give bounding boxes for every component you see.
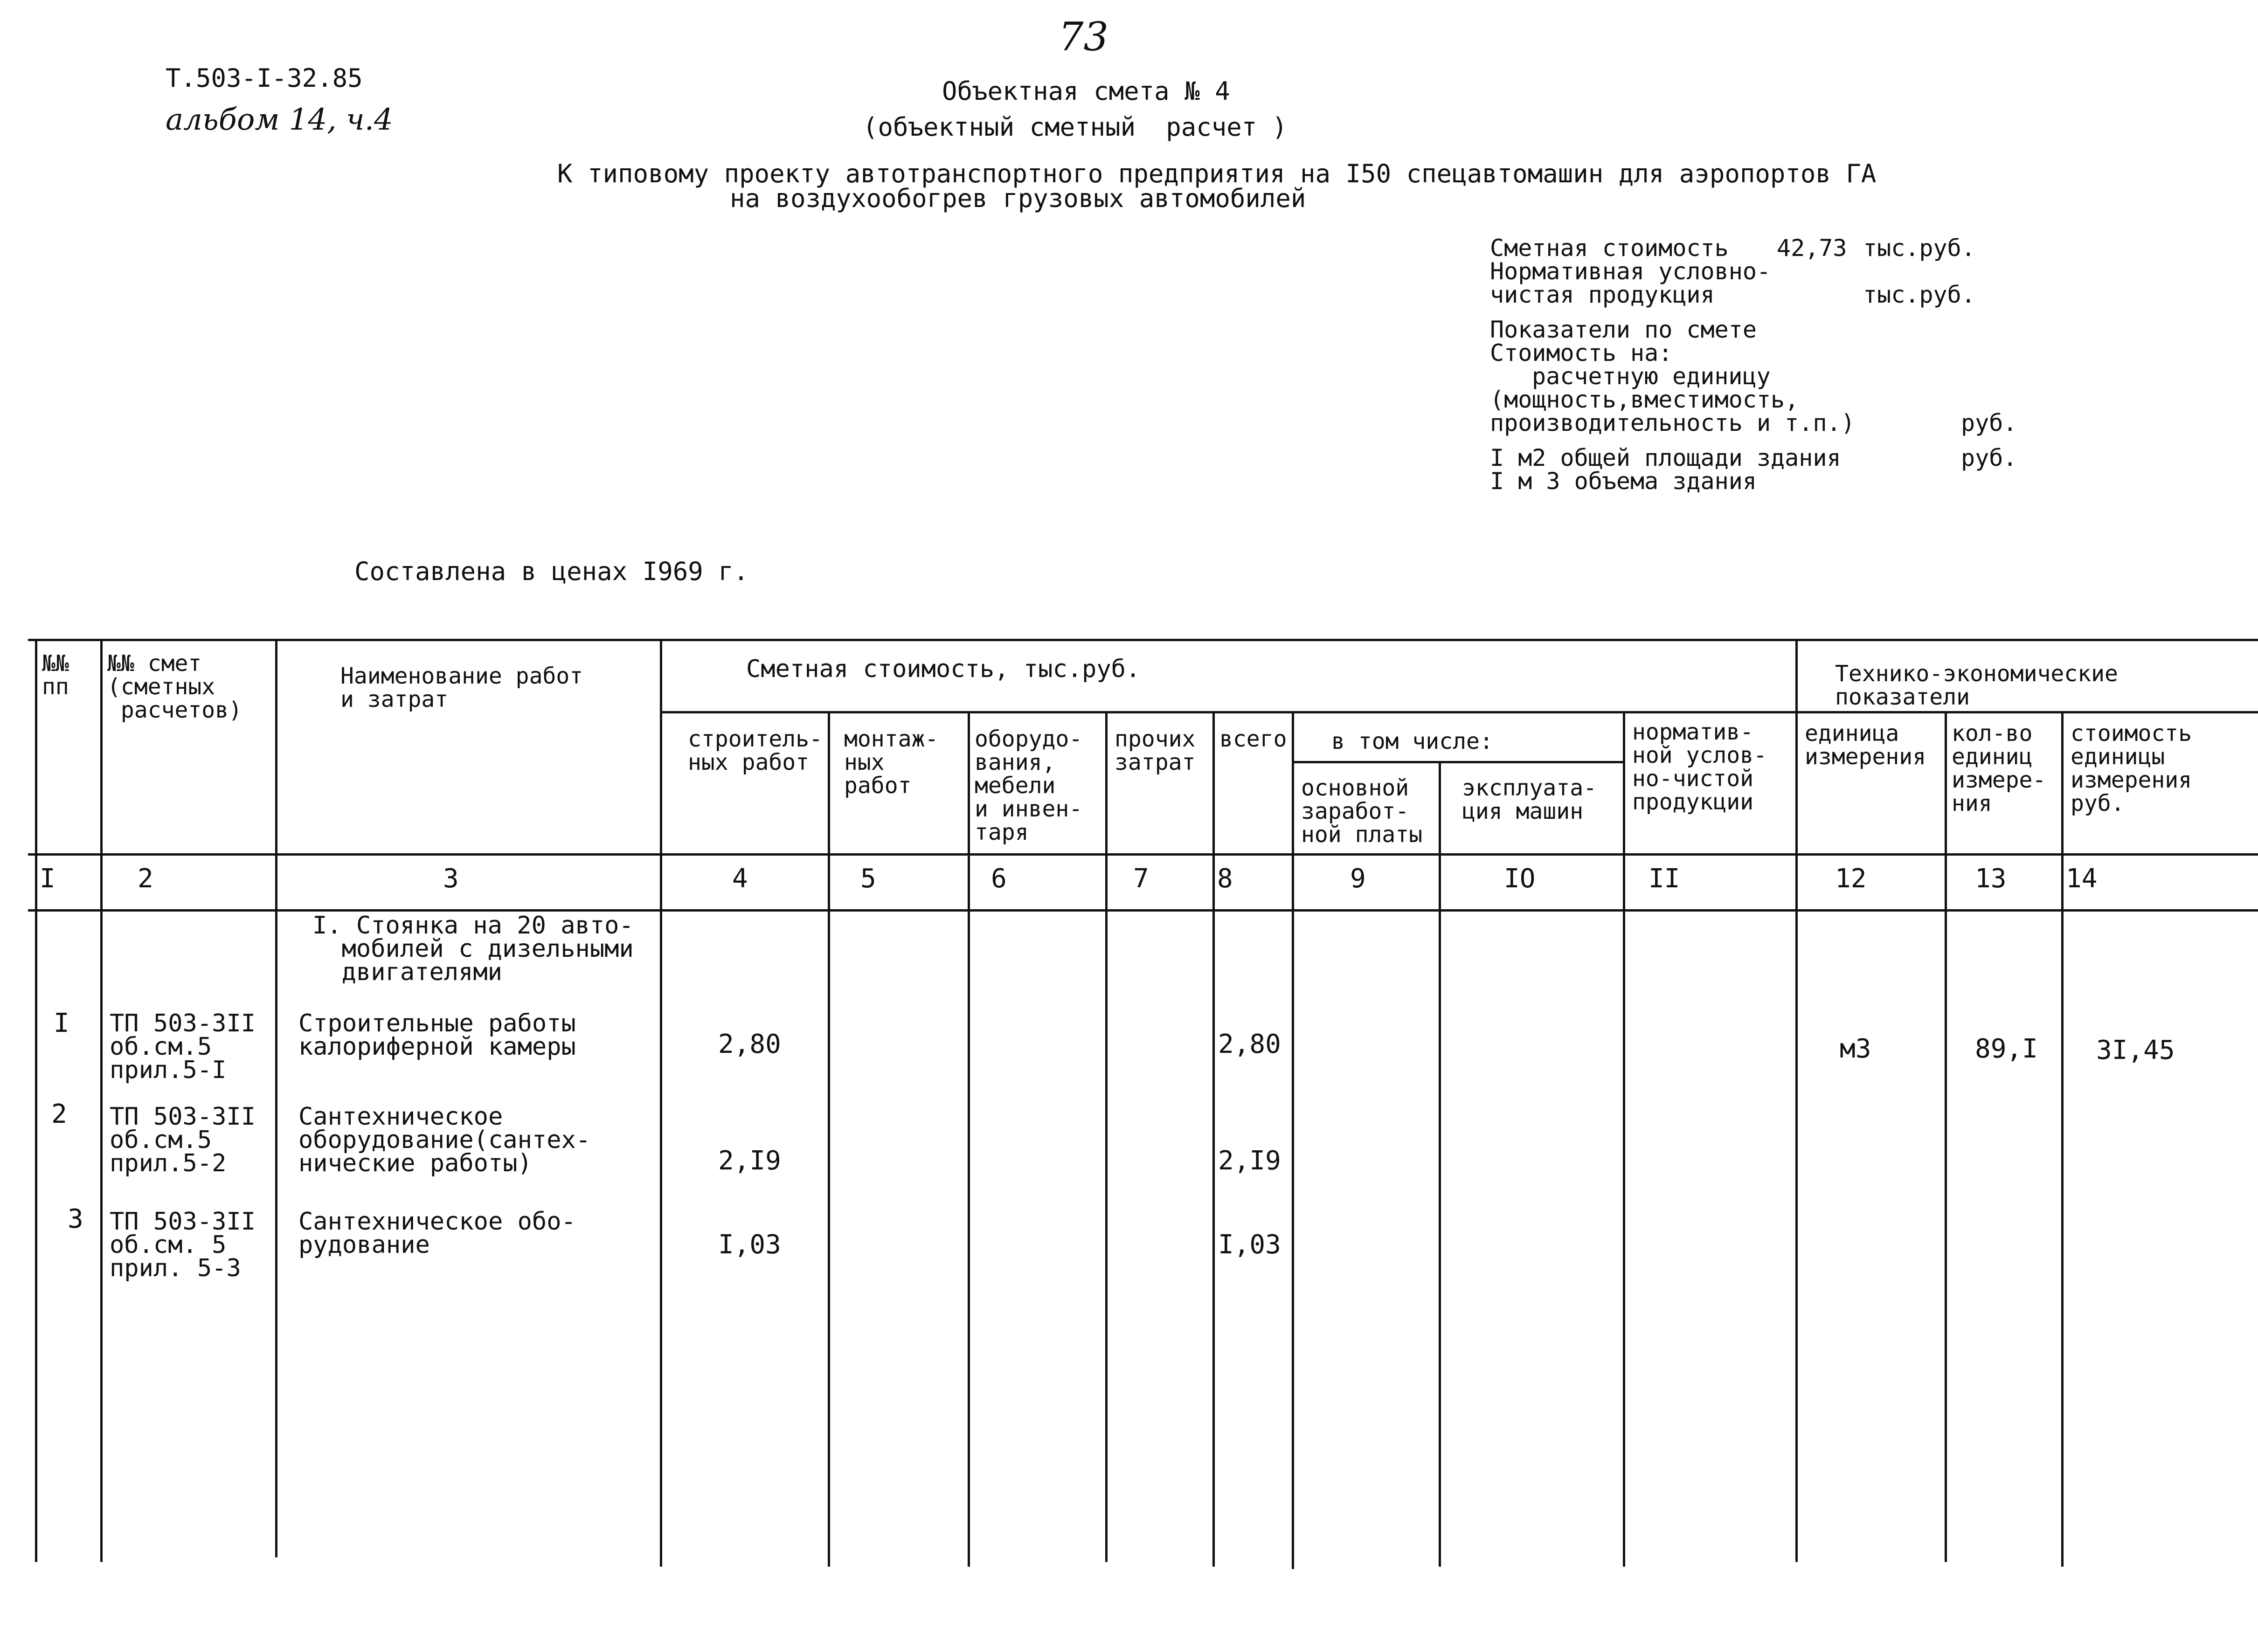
col-number-12: 12	[1835, 864, 1867, 894]
col-line-12	[1945, 711, 1947, 1562]
col-number-9: 9	[1350, 864, 1366, 894]
table-top-border	[28, 639, 2258, 641]
header-tech-group: Технико-экономические показатели	[1835, 661, 2118, 710]
col-line-9	[1439, 761, 1441, 1567]
row-quantity: 89,I	[1975, 1034, 2038, 1064]
header-col-qty: кол-во единиц измере- ния	[1952, 720, 2046, 816]
cost-unit: тыс.руб.	[1863, 235, 1975, 262]
col-line-13	[2061, 711, 2064, 1567]
col-number-13: 13	[1975, 864, 2007, 894]
norm-label-1: Нормативная условно-	[1490, 258, 1771, 285]
row-unit-cost: 3I,45	[2096, 1035, 2175, 1065]
row-work-name: Строительные работы калориферной камеры	[298, 1009, 576, 1061]
tech-group-underline	[1798, 711, 2258, 713]
header-bottom-border	[28, 853, 2258, 856]
row-estimate-ref: ТП 503-3II об.см.5 прил.5-I	[110, 1009, 256, 1084]
header-col-equipment: оборудо- вания, мебели и инвен- таря	[975, 726, 1083, 845]
cost-label: Сметная стоимость	[1490, 235, 1729, 262]
col-line-10	[1623, 711, 1625, 1567]
row-number: 3	[68, 1204, 83, 1234]
productivity-label: производительность и т.п.)	[1490, 409, 1855, 436]
norm-unit: тыс.руб.	[1863, 281, 1975, 308]
col-line-1	[100, 639, 103, 1562]
header-cost-group: Сметная стоимость, тыс.руб.	[746, 655, 1141, 683]
header-col-other: прочих затрат	[1115, 726, 1196, 775]
document-title: Объектная смета № 4	[942, 76, 1230, 106]
document-code: Т.503-I-32.85	[166, 63, 363, 93]
page-number: 73	[1059, 14, 1108, 60]
col-line-11	[1795, 639, 1798, 1562]
incl-group-underline	[1294, 761, 1625, 763]
col-line-2	[275, 639, 277, 1557]
album-note: альбом 14, ч.4	[166, 103, 393, 137]
m3-label: I м 3 объема здания	[1490, 468, 1757, 495]
capacity-label: (мощность,вместимость,	[1490, 386, 1799, 413]
cost-per-label: Стоимость на:	[1490, 339, 1673, 366]
header-col-salary: основной заработ- ной платы	[1301, 775, 1423, 848]
col-line-3	[660, 639, 662, 1567]
header-col-name: Наименование работ и затрат	[340, 663, 583, 712]
row-construction-cost: 2,I9	[718, 1146, 781, 1176]
col-line-7	[1212, 711, 1215, 1567]
section-title: I. Стоянка на 20 авто- мобилей с дизельными двигателями	[312, 912, 634, 986]
col-number-7: 7	[1133, 864, 1149, 894]
document-subtitle: (объектный сметный расчет )	[863, 112, 1288, 142]
header-col-num: №№ пп	[42, 650, 69, 700]
col-number-1: I	[40, 864, 55, 894]
row-number: I	[54, 1008, 69, 1038]
indicators-label: Показатели по смете	[1490, 316, 1757, 343]
row-estimate-ref: ТП 503-3II об.см.5 прил.5-2	[110, 1103, 256, 1177]
col-line-8	[1292, 711, 1294, 1569]
header-col-total: всего	[1219, 726, 1287, 752]
productivity-unit: руб.	[1961, 409, 2017, 436]
m2-label: I м2 общей площади здания	[1490, 444, 1841, 471]
norm-label-2: чистая продукция	[1490, 281, 1715, 308]
col-number-11: II	[1648, 864, 1680, 894]
row-construction-cost: I,03	[718, 1230, 781, 1260]
col-number-8: 8	[1217, 864, 1233, 894]
row-total-cost: 2,I9	[1218, 1146, 1281, 1176]
col-number-4: 4	[732, 864, 748, 894]
col-number-6: 6	[991, 864, 1007, 894]
col-number-3: 3	[443, 864, 459, 894]
col-line-4	[828, 711, 830, 1567]
row-estimate-ref: ТП 503-3II об.см. 5 прил. 5-3	[110, 1208, 256, 1282]
header-col-estimate: №№ смет (сметных расчетов)	[107, 650, 242, 723]
cost-group-underline	[660, 711, 1798, 713]
header-col-construction: строитель- ных работ	[688, 726, 823, 775]
col-line-5	[968, 711, 970, 1567]
project-line-1: К типовому проекту автотранспортного предприятия на I50 спецавтомашин для аэропортов ГА	[557, 159, 1877, 188]
row-construction-cost: 2,80	[718, 1029, 781, 1059]
header-col-unit: единица измерения	[1805, 720, 1926, 770]
row-work-name: Сантехническое оборудование(сантех- нические работы)	[298, 1103, 591, 1177]
calc-unit-label: расчетную единицу	[1532, 363, 1771, 390]
col-number-2: 2	[138, 864, 153, 894]
row-number: 2	[51, 1099, 67, 1129]
col-number-5: 5	[860, 864, 876, 894]
header-col-mounting: монтаж- ных работ	[844, 726, 939, 799]
col-line-0	[35, 639, 37, 1562]
row-unit: м3	[1840, 1034, 1871, 1064]
header-incl-group: в том числе:	[1331, 728, 1493, 754]
header-col-unit-cost: стоимость единицы измерения руб.	[2071, 720, 2192, 816]
header-col-normative: норматив- ной услов- но-чистой продукции	[1632, 719, 1767, 815]
row-total-cost: I,03	[1218, 1230, 1281, 1260]
row-work-name: Сантехническое обо- рудование	[298, 1208, 576, 1259]
col-number-10: IO	[1504, 864, 1536, 894]
row-total-cost: 2,80	[1218, 1029, 1281, 1059]
header-col-machines: эксплуата- ция машин	[1462, 775, 1597, 824]
col-line-6	[1105, 711, 1108, 1562]
project-line-2: на воздухообогрев грузовых автомобилей	[730, 184, 1306, 213]
m2-unit: руб.	[1961, 444, 2017, 471]
cost-value: 42,73	[1777, 235, 1847, 262]
prices-note: Составлена в ценах I969 г.	[354, 557, 749, 586]
col-number-14: 14	[2066, 864, 2098, 894]
